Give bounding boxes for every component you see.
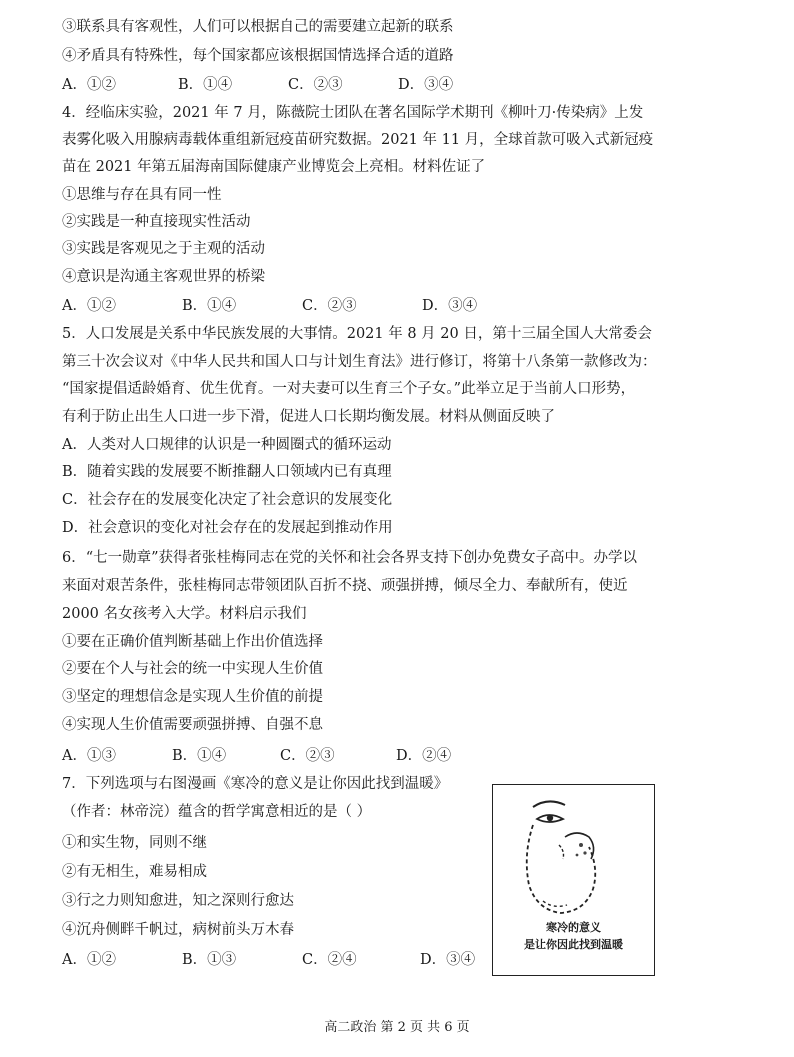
q7-statement-1: ①和实生物，同则不继 (62, 835, 207, 851)
q4-option-c: C．②③ (302, 298, 357, 314)
q7-option-a: A．①② (62, 952, 116, 968)
q5-stem-line: 第三十次会议对《中华人民共和国人口与计划生育法》进行修订，将第十八条第一款修改为： (62, 354, 657, 370)
q5-stem-line: “国家提倡适龄婚育、优生优育。一对夫妻可以生育三个子女。”此举立足于当前人口形势， (62, 381, 636, 397)
q3-statement-4: ④矛盾具有特殊性，每个国家都应该根据国情选择合适的道路 (62, 48, 454, 64)
q4-stem-line: 苗在 2021 年第五届海南国际健康产业博览会上亮相。材料佐证了 (62, 159, 486, 175)
q6-option-c: C．②③ (280, 748, 335, 764)
q3-statement-3: ③联系具有客观性，人们可以根据自己的需要建立起新的联系 (62, 19, 454, 35)
q4-stem-line: 表雾化吸入用腺病毒载体重组新冠疫苗研究数据。2021 年 11 月，全球首款可吸入式新冠疫 (62, 132, 654, 148)
cartoon-caption-line-2: 是让你因此找到温暖 (524, 938, 623, 951)
q5-choice-a: A．人类对人口规律的认识是一种圆圈式的循环运动 (62, 437, 392, 453)
q6-statement-4: ④实现人生价值需要顽强拼搏、自强不息 (62, 717, 323, 733)
q7-statement-4: ④沉舟侧畔千帆过，病树前头万木春 (62, 922, 294, 938)
q7-statement-3: ③行之力则知愈进，知之深则行愈达 (62, 893, 294, 909)
q6-statement-2: ②要在个人与社会的统一中实现人生价值 (62, 661, 323, 677)
q7-stem-line: （作者：林帝浣）蕴含的哲学寓意相近的是（ ） (62, 804, 372, 820)
q3-option-b: B．①④ (178, 77, 233, 93)
q7-statement-2: ②有无相生，难易相成 (62, 864, 207, 880)
q6-option-a: A．①③ (62, 748, 116, 764)
q5-stem-line: 5．人口发展是关系中华民族发展的大事情。2021 年 8 月 20 日，第十三届全国人大常委会 (62, 326, 652, 342)
q4-statement-1: ①思维与存在具有同一性 (62, 187, 222, 203)
q5-stem-line: 有利于防止出生人口进一步下滑，促进人口长期均衡发展。材料从侧面反映了 (62, 409, 555, 425)
q3-option-c: C．②③ (288, 77, 343, 93)
q6-statement-1: ①要在正确价值判断基础上作出价值选择 (62, 634, 323, 650)
q7-option-c: C．②④ (302, 952, 357, 968)
q4-statement-4: ④意识是沟通主客观世界的桥梁 (62, 269, 265, 285)
q6-stem-line: 2000 名女孩考入大学。材料启示我们 (62, 606, 307, 622)
cartoon-figure (492, 784, 655, 976)
page-footer: 高二政治 第 2 页 共 6 页 (324, 1020, 470, 1035)
q4-option-d: D．③④ (422, 298, 478, 314)
q4-stem-line: 4．经临床实验，2021 年 7 月，陈薇院士团队在著名国际学术期刊《柳叶刀·传染病》上发 (62, 105, 644, 121)
q6-stem-line: 6．“七一勋章”获得者张桂梅同志在党的关怀和社会各界支持下创办免费女子高中。办学以 (62, 550, 638, 566)
q4-option-b: B．①④ (182, 298, 237, 314)
q7-option-b: B．①③ (182, 952, 237, 968)
q7-stem-line: 7．下列选项与右图漫画《寒冷的意义是让你因此找到温暖》 (62, 776, 449, 792)
q6-stem-line: 来面对艰苦条件，张桂梅同志带领团队百折不挠、顽强拼搏，倾尽全力、奉献所有，使近 (62, 578, 628, 594)
q3-option-d: D．③④ (398, 77, 454, 93)
q6-option-b: B．①④ (172, 748, 227, 764)
q3-option-a: A．①② (62, 77, 116, 93)
cartoon-caption-line-1: 寒冷的意义 (546, 921, 601, 934)
q5-choice-c: C．社会存在的发展变化决定了社会意识的发展变化 (62, 492, 393, 508)
q5-choice-d: D．社会意识的变化对社会存在的发展起到推动作用 (62, 520, 393, 536)
q4-statement-3: ③实践是客观见之于主观的活动 (62, 241, 265, 257)
q4-statement-2: ②实践是一种直接现实性活动 (62, 214, 251, 230)
q6-option-d: D．②④ (396, 748, 452, 764)
q7-option-d: D．③④ (420, 952, 476, 968)
q5-choice-b: B．随着实践的发展要不断推翻人口领域内已有真理 (62, 464, 392, 480)
q6-statement-3: ③坚定的理想信念是实现人生价值的前提 (62, 689, 323, 705)
q4-option-a: A．①② (62, 298, 116, 314)
